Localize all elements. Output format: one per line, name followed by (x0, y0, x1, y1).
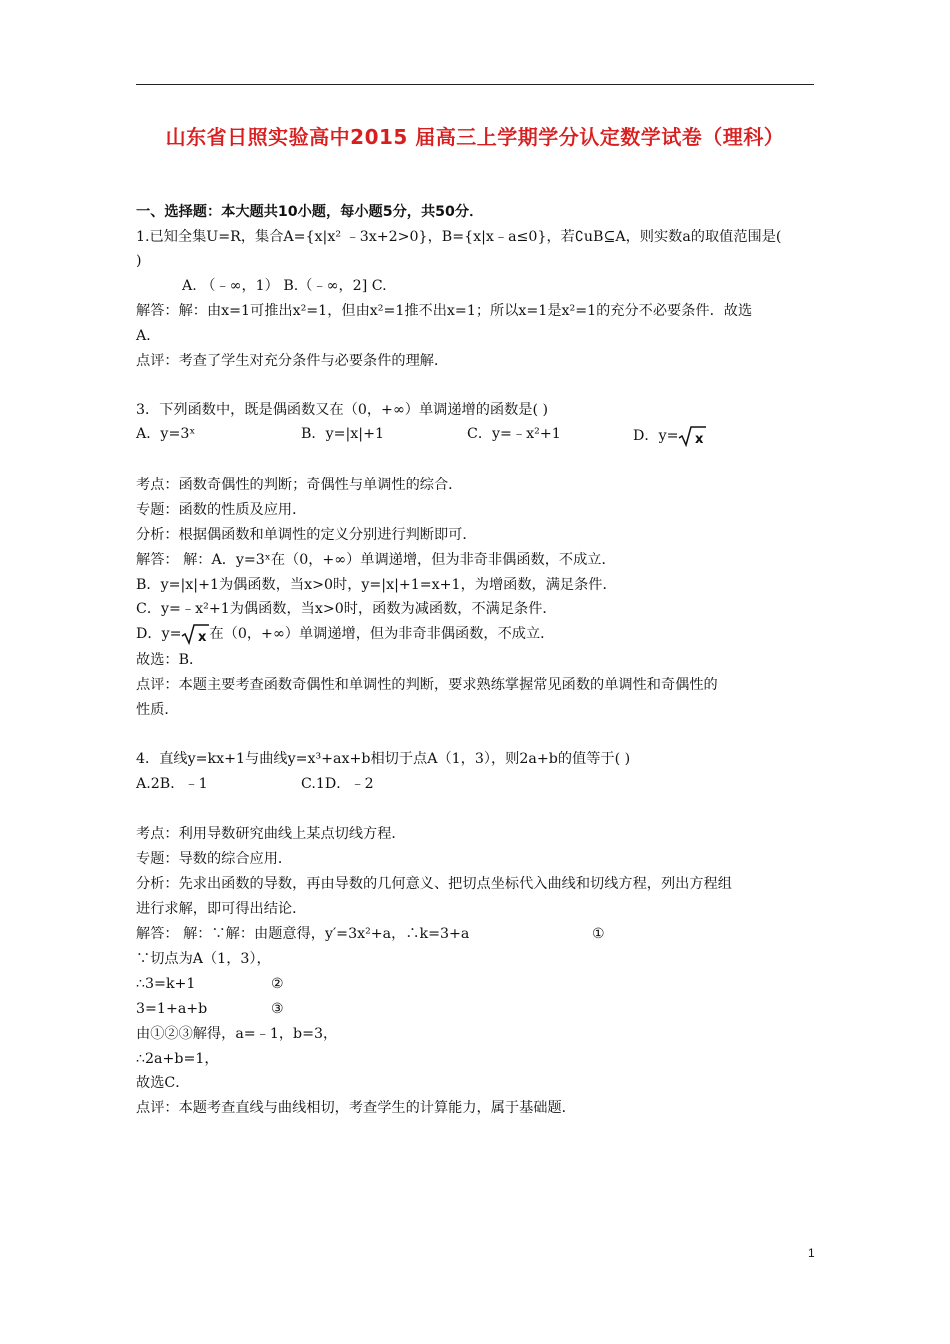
q4-line-4: 由①②③解得，a=﹣1，b=3， (136, 1026, 338, 1042)
q3-line-d (136, 623, 554, 645)
q3-option-b: B．y=|x|+1 (301, 426, 384, 442)
q3-option-a: A．y=3ˣ (136, 426, 196, 442)
page-number: 1 (808, 1246, 815, 1260)
sqrt-arg: x (695, 432, 704, 447)
q4-zhuanti: 专题：导数的综合应用． (136, 851, 293, 867)
q4-line-2: ∴3=k+1 (136, 976, 196, 992)
q4-line-1: ∵切点为A（1，3）， (136, 951, 271, 967)
q3-zhuanti: 专题：函数的性质及应用． (136, 502, 307, 518)
header-rule (136, 84, 814, 85)
q4-mark-2: ② (271, 976, 284, 992)
q3-dianping-cont: 性质． (136, 702, 179, 718)
q1-answer-cont: A． (136, 328, 161, 344)
q4-option-cd: C.1D．﹣2 (301, 776, 374, 792)
q4-stem: 4．直线y=kx+1与曲线y=x³+ax+b相切于点A（1，3），则2a+b的值等于( ) (136, 751, 631, 767)
q4-xuan: 故选C． (136, 1075, 190, 1091)
section-heading: 一、选择题：本大题共10小题，每小题5分，共50分． (136, 204, 484, 220)
q4-option-ab: A.2B．﹣1 (136, 776, 208, 792)
q3-line-b: B．y=|x|+1为偶函数，当x>0时，y=|x|+1=x+1，为增函数，满足条件． (136, 577, 617, 593)
q1-answer: 解答：解：由x=1可推出x²=1，但由x²=1推不出x=1；所以x=1是x²=1的充分不必要条件．故选 (136, 303, 753, 319)
q3-kaodian: 考点：函数奇偶性的判断；奇偶性与单调性的综合． (136, 477, 463, 493)
q4-mark-1: ① (592, 926, 605, 942)
q1-stem-cont: ) (136, 253, 142, 269)
q4-fenxi: 分析：先求出函数的导数，再由导数的几何意义、把切点坐标代入曲线和切线方程，列出方程组 (136, 876, 732, 892)
q3-line-d-pre: D．y= (136, 626, 182, 642)
q3-fenxi: 分析：根据偶函数和单调性的定义分别进行判断即可． (136, 527, 477, 543)
q3-jieda: 解答： 解：A．y=3ˣ在（0，+∞）单调递增，但为非奇非偶函数，不成立． (136, 552, 616, 568)
q3-option-d-label: D．y= (633, 428, 679, 444)
sqrt-symbol-icon (678, 425, 706, 447)
q3-xuan: 故选：B． (136, 652, 204, 668)
q4-dianping: 点评：本题考查直线与曲线相切，考查学生的计算能力，属于基础题． (136, 1100, 576, 1116)
q4-fenxi-cont: 进行求解，即可得出结论． (136, 901, 307, 917)
q4-line-3: 3=1+a+b (136, 1001, 208, 1017)
q3-stem: 3．下列函数中，既是偶函数又在（0，+∞）单调递增的函数是( ) (136, 402, 549, 418)
q3-line-c: C．y=﹣x²+1为偶函数，当x>0时，函数为减函数，不满足条件． (136, 601, 557, 617)
q4-mark-3: ③ (271, 1001, 284, 1017)
sqrt-symbol-icon (181, 623, 209, 645)
q3-option-d (633, 425, 706, 447)
q3-option-c: C．y=﹣x²+1 (467, 426, 561, 442)
q4-jieda: 解答： 解：∵解：由题意得，y′=3x²+a，∴k=3+a (136, 926, 470, 942)
q3-dianping: 点评：本题主要考查函数奇偶性和单调性的判断，要求熟练掌握常见函数的单调性和奇偶性的 (136, 677, 718, 693)
q3-line-d-post: 在（0，+∞）单调递增，但为非奇非偶函数，不成立． (209, 626, 555, 642)
q1-stem: 1.已知全集U=R，集合A={x|x² ﹣3x+2>0}，B={x|x﹣a≤0}，若∁uB⊆A，则实数a的取值范围是( (136, 229, 782, 245)
q4-kaodian: 考点：利用导数研究曲线上某点切线方程． (136, 826, 406, 842)
sqrt-arg: x (198, 630, 207, 645)
q4-line-5: ∴2a+b=1， (136, 1051, 219, 1067)
q1-comment: 点评：考查了学生对充分条件与必要条件的理解． (136, 353, 449, 369)
q1-options: A. （﹣∞，1） B.（﹣∞，2] C. (182, 278, 387, 294)
page-title: 山东省日照实验高中2015 届高三上学期学分认定数学试卷（理科） (165, 125, 785, 149)
